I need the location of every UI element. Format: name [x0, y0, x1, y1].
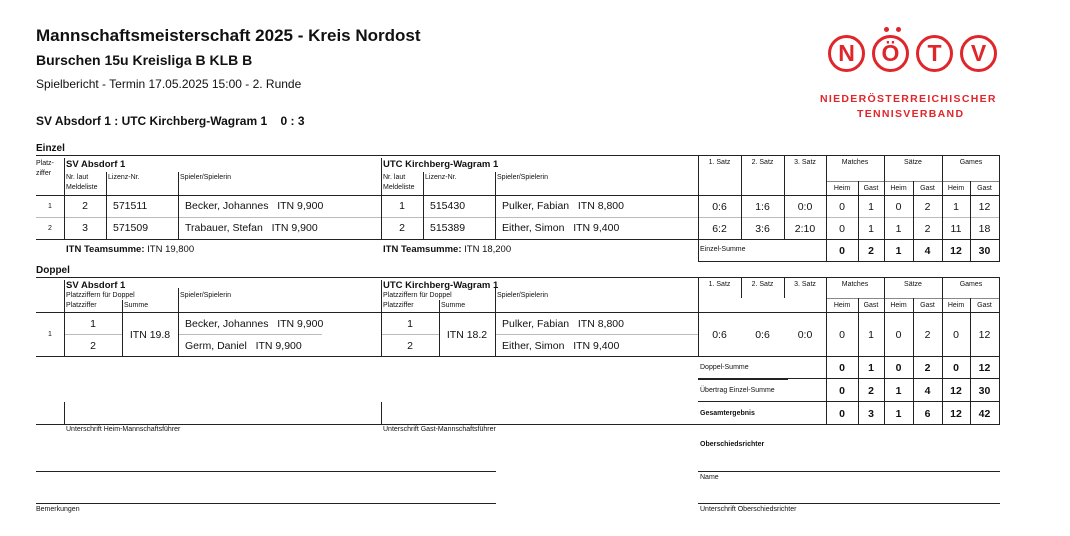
guest-player-cell: Either, Simon ITN 9,400: [502, 340, 620, 352]
table-rule: [698, 379, 788, 380]
matches-gast-cell: 1: [868, 329, 874, 341]
logo-letter-oe: Ö: [872, 35, 909, 72]
table-col-line: [439, 300, 440, 356]
platz-label: ziffer: [36, 170, 52, 177]
saetze-gast-cell: 2: [924, 329, 931, 341]
gesamt-m-gast: 3: [868, 408, 874, 420]
home-pz-cell: 2: [90, 340, 96, 352]
gast-label: Gast: [920, 302, 935, 309]
teamsumme-label: ITN Teamsumme:: [383, 244, 462, 255]
games-heim-cell: 11: [950, 223, 962, 235]
heim-label: Heim: [833, 302, 851, 309]
signature-box-line: [64, 402, 65, 424]
satz1-label: 1. Satz: [708, 281, 731, 288]
doppel-summe-s-gast: 2: [924, 362, 931, 374]
guest-nr-cell: 2: [399, 222, 405, 234]
table-col-line: [913, 298, 914, 424]
signature-box-line: [381, 402, 382, 424]
match-result-line: SV Absdorf 1 : UTC Kirchberg-Wagram 1 0 : 3: [36, 114, 305, 128]
satz2-label: 2. Satz: [751, 281, 774, 288]
oberschiedsrichter-label: Oberschiedsrichter: [700, 441, 765, 448]
home-captain-signature-label: Unterschrift Heim-Mannschaftsführer: [66, 426, 181, 433]
doppel-summe-label: Doppel-Summe: [700, 364, 749, 371]
home-itn-sum-cell: ITN 19.8: [129, 329, 171, 341]
name-label: Name: [700, 474, 719, 481]
satz3-label: 3. Satz: [794, 159, 816, 166]
einzel-summe-m-heim: 0: [839, 245, 845, 257]
table-rule: [698, 424, 1000, 425]
table-rule: [178, 334, 322, 335]
lizenz-label: Lizenz-Nr.: [108, 174, 140, 181]
table-rule: [698, 261, 1000, 262]
table-rule: [36, 312, 1000, 313]
gesamt-s-heim: 1: [895, 408, 902, 420]
saetze-heim-cell: 0: [895, 201, 902, 213]
einzel-summe-g-heim: 12: [950, 245, 962, 257]
einzel-summe-label: Einzel-Summe: [700, 246, 746, 253]
signature-line: [36, 424, 698, 425]
platz-cell: 2: [48, 225, 52, 232]
logo-line-2: TENNISVERBAND: [857, 108, 965, 120]
platzziffer-label: Platzziffer: [383, 302, 414, 309]
signature-line: [698, 471, 1000, 472]
uebertrag-m-heim: 0: [839, 385, 845, 397]
games-label: Games: [959, 281, 983, 288]
heim-label: Heim: [833, 185, 851, 192]
gesamt-g-heim: 12: [950, 408, 962, 420]
platz-label: Platz-: [36, 160, 54, 167]
doppel-home-team: SV Absdorf 1: [66, 280, 126, 291]
games-label: Games: [959, 159, 983, 166]
spieler-label: Spieler/Spielerin: [180, 292, 231, 299]
nr-label: Nr. laut: [66, 174, 89, 181]
table-rule: [698, 401, 1000, 402]
table-rule: [36, 155, 1000, 156]
guest-lizenz-cell: 515389: [430, 222, 466, 234]
uebertrag-m-gast: 2: [868, 385, 874, 397]
table-col-line: [178, 288, 179, 356]
uebertrag-s-heim: 1: [895, 385, 902, 397]
logo-letter-v: V: [960, 35, 997, 72]
table-rule: [36, 356, 1000, 357]
logo-line-1: NIEDERÖSTERREICHISCHER: [820, 93, 997, 105]
matches-heim-cell: 0: [839, 223, 845, 235]
satz3-cell: 0:0: [797, 201, 813, 213]
guest-itn-sum-cell: ITN 18.2: [446, 329, 488, 341]
table-col-line: [495, 288, 496, 356]
doppel-section-label: Doppel: [36, 265, 70, 276]
guest-player-cell: Pulker, Fabian ITN 8,800: [502, 200, 624, 212]
table-rule: [36, 217, 1000, 218]
guest-player-cell: Pulker, Fabian ITN 8,800: [502, 318, 624, 330]
matches-label: Matches: [841, 159, 869, 166]
table-rule: [36, 239, 1000, 240]
summe-col-label: Summe: [441, 302, 466, 309]
table-col-line: [999, 155, 1000, 261]
games-heim-cell: 0: [953, 329, 959, 341]
spieler-label: Spieler/Spielerin: [497, 292, 548, 299]
guest-player-cell: Either, Simon ITN 9,400: [502, 222, 620, 234]
guest-captain-signature-label: Unterschrift Gast-Mannschaftsführer: [383, 426, 496, 433]
uebertrag-s-gast: 4: [924, 385, 931, 397]
gast-label: Gast: [863, 185, 879, 192]
saetze-heim-cell: 0: [895, 329, 902, 341]
table-col-line: [858, 298, 859, 424]
table-col-line: [122, 300, 123, 356]
home-pz-cell: 1: [90, 318, 96, 330]
table-col-line: [178, 172, 179, 239]
einzel-section-label: Einzel: [36, 143, 65, 154]
home-itn-teamsumme: [66, 244, 194, 255]
home-nr-cell: 3: [82, 222, 88, 234]
heim-label: Heim: [947, 302, 965, 309]
platz-cell: 1: [48, 203, 52, 210]
games-gast-cell: 12: [978, 329, 991, 341]
satz3-label: 3. Satz: [794, 281, 816, 288]
logo-letter-n: N: [828, 35, 865, 72]
gesamtergebnis-label: Gesamtergebnis: [700, 410, 755, 417]
signature-line: [698, 503, 1000, 504]
teamsumme-label: ITN Teamsumme:: [66, 244, 145, 255]
bemerkungen-line: [36, 471, 496, 472]
satz1-cell: 6:2: [712, 223, 727, 235]
satz2-cell: 3:6: [755, 223, 770, 235]
einzel-home-team: SV Absdorf 1: [66, 159, 126, 170]
satz3-cell: 0:0: [797, 329, 813, 341]
satz2-label: 2. Satz: [751, 159, 774, 166]
logo-letter-t: T: [916, 35, 953, 72]
home-player-cell: Trabauer, Stefan ITN 9,900: [185, 222, 318, 234]
home-lizenz-cell: 571509: [113, 222, 149, 234]
satz2-cell: 0:6: [755, 329, 770, 341]
satz3-cell: 2:10: [794, 223, 816, 235]
nr-label: Nr. laut: [383, 174, 406, 181]
doppel-summe-g-heim: 0: [953, 362, 959, 374]
matches-heim-cell: 0: [839, 201, 845, 213]
satz2-cell: 1:6: [755, 201, 770, 213]
spieler-label: Spieler/Spielerin: [180, 174, 231, 181]
heim-label: Heim: [947, 185, 965, 192]
einzel-summe-s-heim: 1: [895, 245, 902, 257]
logo-umlaut-dot: [884, 27, 889, 32]
table-rule: [36, 277, 1000, 278]
saetze-heim-cell: 1: [895, 223, 902, 235]
table-col-line: [495, 172, 496, 239]
osr-signature-label: Unterschrift Oberschiedsrichter: [700, 506, 797, 513]
gast-label: Gast: [920, 185, 935, 192]
table-rule: [64, 334, 122, 335]
table-rule: [381, 334, 439, 335]
logo-umlaut-dot: [896, 27, 901, 32]
games-heim-cell: 1: [953, 201, 959, 213]
saetze-label: Sätze: [904, 159, 922, 166]
guest-itn-teamsumme: [383, 244, 511, 255]
home-player-cell: Germ, Daniel ITN 9,900: [185, 340, 302, 352]
saetze-gast-cell: 2: [924, 223, 931, 235]
teamsumme-value: ITN 19,800: [147, 244, 195, 255]
home-nr-cell: 2: [82, 200, 88, 212]
nr-label: Meldeliste: [383, 184, 415, 191]
guest-pz-cell: 1: [407, 318, 413, 330]
doppel-guest-team: UTC Kirchberg-Wagram 1: [383, 280, 499, 291]
einzel-summe-m-gast: 2: [868, 245, 874, 257]
home-lizenz-cell: 571511: [113, 200, 148, 212]
home-player-cell: Becker, Johannes ITN 9,900: [185, 200, 324, 212]
doppel-summe-m-gast: 1: [868, 362, 874, 374]
uebertrag-g-gast: 30: [978, 385, 991, 397]
teamsumme-value: ITN 18,200: [464, 244, 512, 255]
uebertrag-label: Übertrag Einzel-Summe: [700, 387, 775, 394]
saetze-gast-cell: 2: [924, 201, 931, 213]
games-gast-cell: 12: [978, 201, 991, 213]
gesamt-s-gast: 6: [924, 408, 931, 420]
spieler-label: Spieler/Spielerin: [497, 174, 548, 181]
gast-label: Gast: [863, 302, 879, 309]
guest-lizenz-cell: 515430: [430, 200, 466, 212]
table-col-line: [423, 172, 424, 239]
heim-label: Heim: [890, 302, 907, 309]
gesamt-g-gast: 42: [978, 408, 991, 420]
table-rule: [36, 195, 1000, 196]
saetze-label: Sätze: [904, 281, 922, 288]
doppel-summe-s-heim: 0: [895, 362, 902, 374]
table-col-line: [698, 277, 699, 356]
bemerkungen-label: Bemerkungen: [36, 506, 80, 513]
league-subtitle: Burschen 15u Kreisliga B KLB B: [36, 52, 253, 68]
summe-col-label: Summe: [124, 302, 149, 309]
matches-gast-cell: 1: [868, 201, 874, 213]
satz1-cell: 0:6: [712, 329, 727, 341]
satz1-label: 1. Satz: [708, 159, 731, 166]
matches-heim-cell: 0: [839, 329, 845, 341]
lizenz-label: Lizenz-Nr.: [425, 174, 457, 181]
page-title: Mannschaftsmeisterschaft 2025 - Kreis Nordost: [36, 26, 421, 45]
matches-label: Matches: [841, 281, 869, 288]
uebertrag-g-heim: 12: [950, 385, 962, 397]
doppel-summe-g-gast: 12: [978, 362, 991, 374]
satz1-cell: 0:6: [712, 201, 727, 213]
guest-pz-cell: 2: [407, 340, 413, 352]
platzziffer-label: Platzziffer: [66, 302, 97, 309]
table-col-line: [106, 172, 107, 239]
games-gast-cell: 18: [978, 223, 991, 235]
home-player-cell: Becker, Johannes ITN 9,900: [185, 318, 324, 330]
gast-label: Gast: [977, 302, 992, 309]
guest-nr-cell: 1: [399, 200, 405, 212]
pz-label: Platzziffern für Doppel: [66, 292, 135, 299]
gast-label: Gast: [977, 185, 992, 192]
doppel-summe-m-heim: 0: [839, 362, 845, 374]
bemerkungen-line: [36, 503, 496, 504]
match-report-info: Spielbericht - Termin 17.05.2025 15:00 - 2. Runde: [36, 77, 302, 91]
gesamt-m-heim: 0: [839, 408, 845, 420]
table-col-line: [970, 298, 971, 424]
platz-cell: 1: [48, 331, 52, 338]
table-rule: [495, 334, 698, 335]
heim-label: Heim: [890, 185, 907, 192]
einzel-guest-team: UTC Kirchberg-Wagram 1: [383, 159, 499, 170]
pz-label: Platzziffern für Doppel: [383, 292, 452, 299]
matches-gast-cell: 1: [868, 223, 874, 235]
einzel-summe-s-gast: 4: [924, 245, 931, 257]
einzel-summe-g-gast: 30: [978, 245, 991, 257]
nr-label: Meldeliste: [66, 184, 98, 191]
